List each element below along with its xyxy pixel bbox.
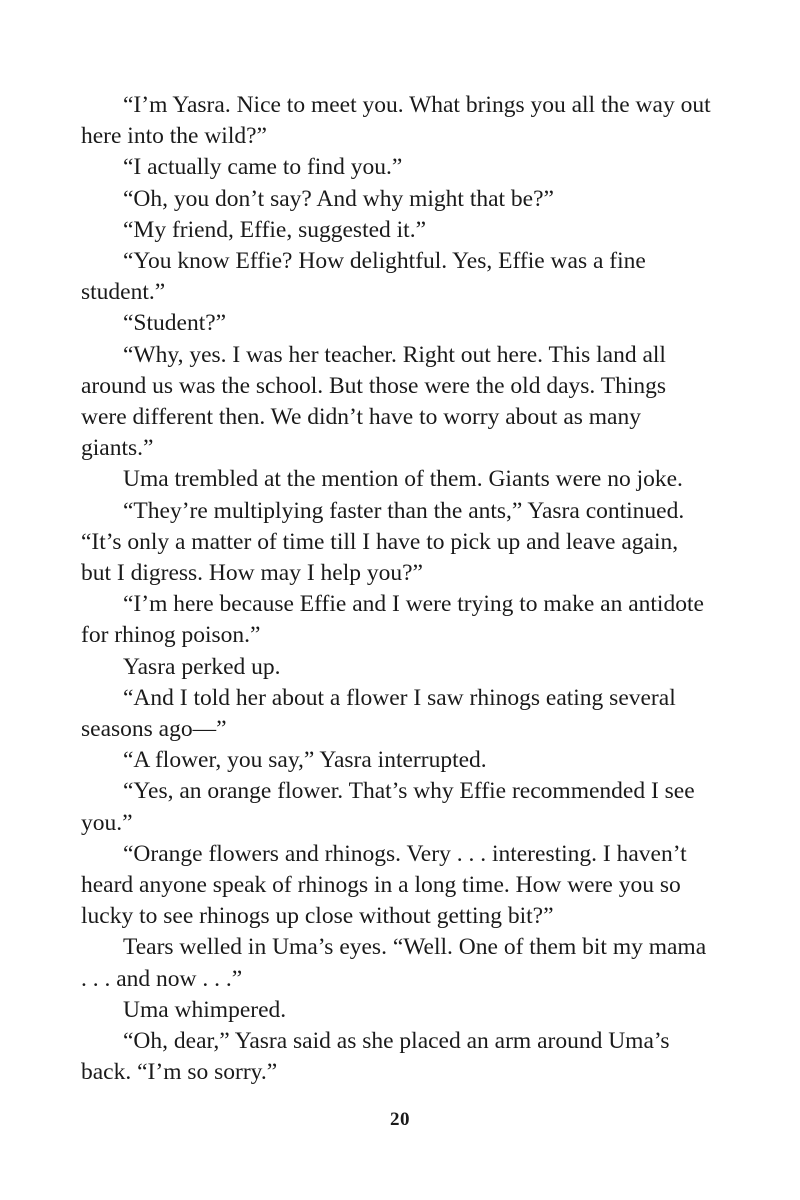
paragraph: “I’m Yasra. Nice to meet you. What brings you all the way out here into the wild?” xyxy=(81,92,711,150)
paragraph: “Why, yes. I was her teacher. Right out here. This land all around us was the school. But those were the old days. Things were different then. We didn’t have to worry about as many giants.” xyxy=(81,341,667,462)
paragraph: “I’m here because Effie and I were trying to make an antidote for rhinog poison.” xyxy=(81,591,704,649)
paragraph: Yasra perked up. xyxy=(123,653,281,680)
page-number: 20 xyxy=(390,1109,410,1130)
paragraph: Uma whimpered. xyxy=(123,996,287,1023)
paragraph: “Orange flowers and rhinogs. Very . . . interesting. I haven’t heard anyone speak of rhinogs in a long time. How were you so lucky to see rhinogs up close without getting bit?” xyxy=(81,840,687,930)
paragraph: “I actually came to find you.” xyxy=(123,154,403,181)
paragraph: Tears welled in Uma’s eyes. “Well. One of them bit my mama . . . and now . . .” xyxy=(81,934,707,992)
paragraph: “A flower, you say,” Yasra interrupted. xyxy=(123,747,487,774)
paragraph: “You know Effie? How delightful. Yes, Effie was a fine student.” xyxy=(81,248,646,306)
paragraph: “Yes, an orange flower. That’s why Effie recommended I see you.” xyxy=(81,778,695,836)
paragraph: “They’re multiplying faster than the ants,” Yasra continued. “It’s only a matter of time till I have to pick up and leave again, but I digress. How may I help you?” xyxy=(81,497,685,587)
body-text xyxy=(81,90,711,1089)
paragraph: “Student?” xyxy=(123,310,227,337)
paragraph: Uma trembled at the mention of them. Giants were no joke. xyxy=(123,466,683,493)
paragraph: “My friend, Effie, suggested it.” xyxy=(123,216,427,243)
paragraph: “Oh, dear,” Yasra said as she placed an arm around Uma’s back. “I’m so sorry.” xyxy=(81,1028,670,1086)
paragraph: “And I told her about a flower I saw rhinogs eating several seasons ago—” xyxy=(81,684,676,743)
paragraph: “Oh, you don’t say? And why might that be?” xyxy=(123,185,554,212)
